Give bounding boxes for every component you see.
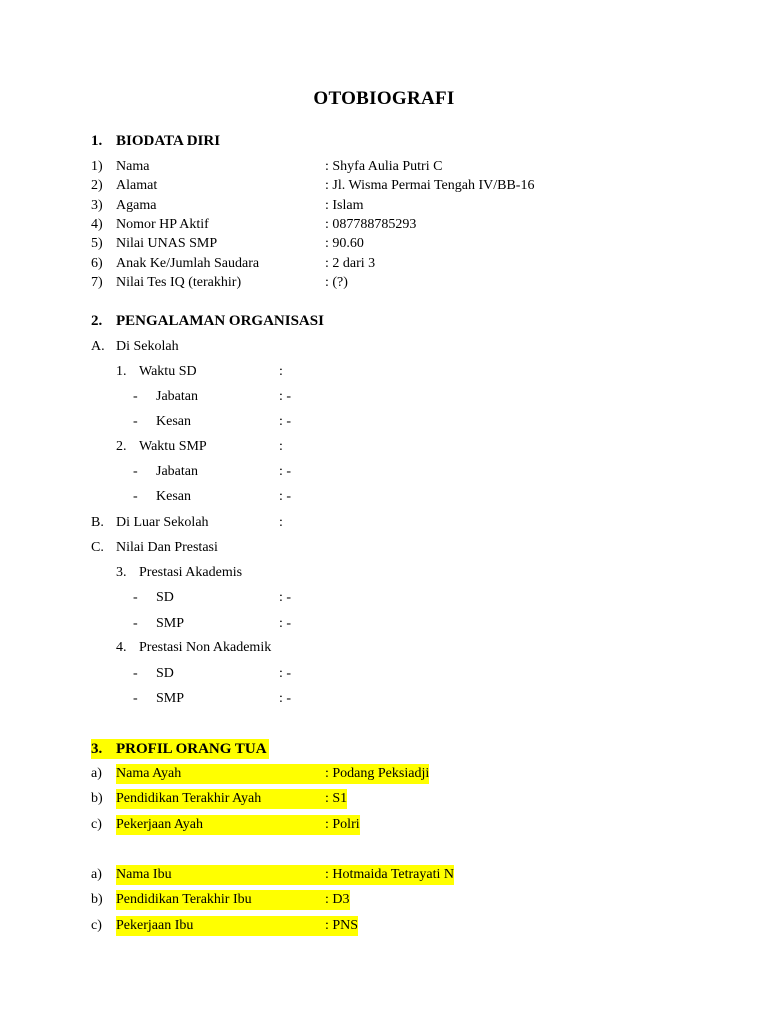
item-colon: :: [279, 439, 283, 454]
section-heading-profil: [0, 739, 768, 759]
item-number: b): [91, 791, 103, 807]
item-number: 1): [91, 159, 103, 174]
section-number: 1.: [91, 133, 103, 149]
item-number: c): [91, 816, 102, 832]
item-label: Nilai Tes IQ (terakhir): [116, 274, 242, 290]
item-label: SMP: [156, 691, 185, 706]
mother-row: [0, 916, 768, 936]
item-label: Nilai UNAS SMP: [116, 236, 218, 252]
section-number: 2.: [91, 313, 103, 329]
item-number: 2.: [116, 439, 127, 454]
section-heading-biodata: [0, 131, 768, 151]
item-label: SD: [156, 590, 174, 605]
item-number: 4.: [116, 640, 127, 655]
list-item-waktu-smp: [0, 437, 768, 457]
list-item-akademis-sd: [0, 588, 768, 608]
item-value: : -: [279, 590, 292, 605]
item-label: Jabatan: [156, 389, 198, 404]
list-item-akademis-smp: [0, 614, 768, 634]
item-number: a): [91, 766, 102, 781]
item-dash: -: [133, 590, 138, 605]
item-label: Nama Ayah: [116, 764, 325, 784]
biodata-row: [0, 215, 768, 235]
item-number: 6): [91, 255, 103, 271]
biodata-row: [0, 254, 768, 274]
item-label: Pendidikan Terakhir Ayah: [116, 789, 325, 809]
item-label: Prestasi Akademis: [139, 565, 243, 580]
section-heading-organisasi: [0, 311, 768, 331]
item-number: 3): [91, 197, 103, 213]
item-colon: :: [279, 515, 283, 530]
item-label: Di Luar Sekolah: [116, 515, 209, 530]
list-item-smp-jabatan: [0, 462, 768, 482]
document-title: OTOBIOGRAFI: [313, 88, 455, 109]
item-label: Kesan: [156, 489, 191, 504]
list-item-non-akademik-sd: [0, 664, 768, 684]
item-label: Pendidikan Terakhir Ibu: [116, 890, 325, 910]
item-number: a): [91, 867, 102, 882]
item-number: 4): [91, 216, 103, 232]
item-number: 5): [91, 236, 103, 252]
item-label: Nama: [116, 159, 150, 174]
item-label: Waktu SD: [139, 364, 197, 379]
item-number: 3.: [116, 565, 127, 580]
item-value: : -: [279, 464, 292, 479]
item-colon: :: [279, 364, 283, 379]
item-dash: -: [133, 464, 138, 479]
section-title: PENGALAMAN ORGANISASI: [116, 313, 324, 329]
item-label: Prestasi Non Akademik: [139, 640, 272, 655]
item-label: Pekerjaan Ibu: [116, 916, 325, 936]
item-number: 1.: [116, 364, 127, 379]
item-label: Anak Ke/Jumlah Saudara: [116, 255, 260, 271]
item-value: : 087788785293: [325, 216, 417, 232]
list-item-prestasi-non-akademik: [0, 638, 768, 658]
item-label: Agama: [116, 197, 157, 213]
item-dash: -: [133, 616, 138, 631]
item-value: : 2 dari 3: [325, 255, 376, 271]
item-value: : -: [279, 489, 292, 504]
item-number: b): [91, 892, 103, 908]
item-dash: -: [133, 414, 138, 429]
item-value: : (?): [325, 274, 348, 290]
item-label: SMP: [156, 616, 185, 631]
item-value: : -: [279, 389, 292, 404]
item-value: : Shyfa Aulia Putri C: [325, 159, 443, 174]
item-label: Pekerjaan Ayah: [116, 815, 325, 835]
item-label: Nama Ibu: [116, 865, 325, 885]
item-value: : -: [279, 691, 292, 706]
item-number: 7): [91, 274, 103, 290]
item-label: SD: [156, 666, 174, 681]
item-value: : S1: [325, 789, 347, 809]
item-label: Kesan: [156, 414, 191, 429]
item-label: Di Sekolah: [116, 339, 179, 354]
section-title: PROFIL ORANG TUA: [105, 739, 269, 759]
list-item-prestasi-akademis: [0, 563, 768, 583]
father-row: [0, 764, 768, 784]
list-item-non-akademik-smp: [0, 689, 768, 709]
item-value: : -: [279, 616, 292, 631]
item-value: : PNS: [325, 916, 358, 936]
item-dash: -: [133, 489, 138, 504]
biodata-row: [0, 196, 768, 216]
item-value: : -: [279, 414, 292, 429]
item-value: : Islam: [325, 197, 364, 213]
item-number: c): [91, 917, 102, 933]
item-number: 2): [91, 178, 103, 194]
item-dash: -: [133, 691, 138, 706]
father-row: [0, 815, 768, 835]
item-value: : Jl. Wisma Permai Tengah IV/BB-16: [325, 178, 535, 194]
list-item-smp-kesan: [0, 487, 768, 507]
item-label: Jabatan: [156, 464, 198, 479]
item-value: : D3: [325, 890, 350, 910]
item-label: Alamat: [116, 178, 158, 194]
list-item-sd-kesan: [0, 412, 768, 432]
biodata-row: [0, 157, 768, 177]
item-dash: -: [133, 389, 138, 404]
item-letter: C.: [91, 540, 104, 555]
biodata-row: [0, 234, 768, 254]
biodata-row: [0, 273, 768, 293]
list-item-sd-jabatan: [0, 387, 768, 407]
section-number: 3.: [91, 739, 106, 759]
item-value: : Podang Peksiadji: [325, 764, 429, 784]
item-label: Nilai Dan Prestasi: [116, 540, 218, 555]
item-letter: A.: [91, 339, 105, 354]
item-dash: -: [133, 666, 138, 681]
item-label: Nomor HP Aktif: [116, 216, 209, 232]
item-label: Waktu SMP: [139, 439, 207, 454]
section-title: BIODATA DIRI: [116, 133, 221, 149]
list-item-di-luar-sekolah: [0, 513, 768, 533]
biodata-row: [0, 176, 768, 196]
mother-row: [0, 865, 768, 885]
list-item-di-sekolah: [0, 337, 768, 357]
item-value: : 90.60: [325, 236, 364, 252]
item-letter: B.: [91, 515, 104, 530]
item-value: : Polri: [325, 815, 360, 835]
list-item-nilai-prestasi: [0, 538, 768, 558]
father-row: [0, 789, 768, 809]
list-item-waktu-sd: [0, 362, 768, 382]
item-value: : -: [279, 666, 292, 681]
mother-row: [0, 890, 768, 910]
item-value: : Hotmaida Tetrayati N: [325, 865, 454, 885]
